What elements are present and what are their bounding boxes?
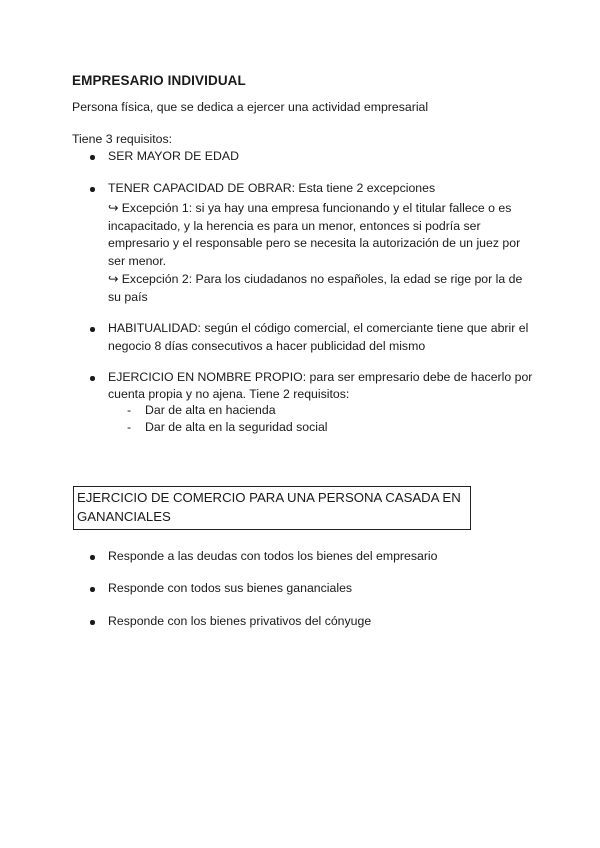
requirement-4-line: EJERCICIO EN NOMBRE PROPIO: para ser empresario debe de hacerlo por xyxy=(108,370,533,384)
married-item: Responde a las deudas con todos los bienes del empresario xyxy=(108,549,438,563)
bullet-icon xyxy=(90,376,95,381)
requirement-2-title: TENER CAPACIDAD DE OBRAR: Esta tiene 2 excepciones xyxy=(108,181,436,195)
requirement-4-line: cuenta propia y no ajena. Tiene 2 requisitos: xyxy=(108,387,350,401)
exception-1-line: ser menor. xyxy=(108,253,167,268)
boxed-heading-line: GANANCIALES xyxy=(77,509,171,524)
sub-requirement: Dar de alta en hacienda xyxy=(145,403,276,417)
boxed-heading xyxy=(73,486,471,530)
exception-2-line: su país xyxy=(108,289,148,304)
married-item: Responde con los bienes privativos del cónyuge xyxy=(108,614,372,628)
dash-marker: - xyxy=(127,403,132,417)
exception-1-line: empresario y el responsable pero se necesita la autorización de un juez por xyxy=(108,236,521,250)
requirement-3-line: HABITUALIDAD: según el código comercial, el comerciante tiene que abrir el xyxy=(108,321,529,335)
requirement-3-line: negocio 8 días consecutivos a hacer publicidad del mismo xyxy=(108,338,426,353)
married-item: Responde con todos sus bienes gananciales xyxy=(108,581,353,595)
bullet-icon xyxy=(90,327,95,332)
exception-1-line: ↪ Excepción 1: si ya hay una empresa funcionando y el titular fallece o es xyxy=(108,201,512,215)
section-heading: EMPRESARIO INDIVIDUAL xyxy=(72,73,246,88)
bullet-icon xyxy=(90,620,95,625)
bullet-icon xyxy=(90,155,95,160)
requirements-intro: Tiene 3 requisitos: xyxy=(72,132,173,146)
exception-2-line: ↪ Excepción 2: Para los ciudadanos no españoles, la edad se rige por la de xyxy=(108,272,523,286)
definition-text: Persona física, que se dedica a ejercer una actividad empresarial xyxy=(72,100,429,114)
boxed-heading-line: EJERCICIO DE COMERCIO PARA UNA PERSONA CASADA EN xyxy=(77,490,461,505)
sub-requirement: Dar de alta en la seguridad social xyxy=(145,420,328,434)
dash-marker: - xyxy=(127,420,132,434)
requirement-1: SER MAYOR DE EDAD xyxy=(108,149,239,163)
bullet-icon xyxy=(90,587,95,592)
bullet-icon xyxy=(90,187,95,192)
exception-1-line: incapacitado, y la herencia es para un menor, entonces si podría ser xyxy=(108,218,481,233)
bullet-icon xyxy=(90,555,95,560)
